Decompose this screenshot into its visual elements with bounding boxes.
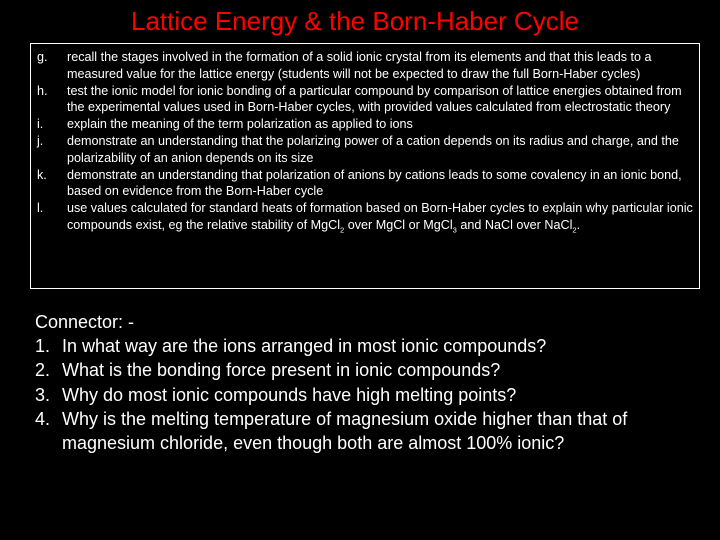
- objective-text-part: use values calculated for standard heats of formation based on Born-Haber cycles to explain why particular ionic compounds exist, eg the relative stability of MgCl: [67, 201, 693, 232]
- objective-text: demonstrate an understanding that the polarizing power of a cation depends on its radius and charge, and the polarizability of an anion depends on its size: [67, 133, 679, 165]
- objectives-list: [35, 49, 695, 234]
- question-number: 1.: [35, 336, 51, 357]
- subscript-3: 3: [452, 225, 457, 235]
- objective-text: recall the stages involved in the formation of a solid ionic crystal from its elements and that this leads to a measured value for the lattice energy (students will not be expected to draw the full Born-Haber cycles): [67, 50, 652, 81]
- objective-item: [35, 133, 695, 167]
- connector-heading: Connector: -: [35, 312, 135, 332]
- connector-questions-list: [35, 334, 705, 455]
- objective-text: explain the meaning of the term polarization as applied to ions: [67, 117, 413, 132]
- objective-text: test the ionic model for ionic bonding of a particular compound by comparison of lattice energies obtained from the experimental values used in Born-Haber cycles, with provided values calculated from electrostatic theory: [67, 83, 682, 115]
- objective-letter: h.: [37, 83, 48, 98]
- connector-question: [35, 407, 705, 455]
- connector-question: [35, 358, 705, 382]
- objective-letter: i.: [37, 117, 44, 132]
- objective-item: [35, 83, 695, 117]
- objective-text-part: over MgCl or MgCl: [344, 217, 453, 232]
- connector-question: [35, 334, 705, 358]
- subscript-2: 2: [572, 225, 577, 235]
- subscript-2: 2: [340, 225, 345, 235]
- question-number: 4.: [35, 408, 51, 429]
- slide-title: Lattice Energy & the Born-Haber Cycle: [131, 6, 579, 36]
- objective-text: demonstrate an understanding that polarization of anions by cations leads to some covalency in an ionic bond, based on evidence from the Born-Haber cycle: [67, 167, 682, 199]
- objective-text-part: and NaCl over NaCl: [456, 217, 573, 232]
- objective-item: [35, 200, 695, 234]
- objective-letter: j.: [37, 133, 44, 148]
- objective-text-part: .: [576, 217, 581, 232]
- question-text: In what way are the ions arranged in most ionic compounds?: [62, 336, 547, 357]
- question-number: 2.: [35, 360, 51, 381]
- objective-text: [67, 200, 695, 234]
- question-text: Why do most ionic compounds have high melting points?: [62, 384, 517, 405]
- learning-objectives-box: [30, 43, 700, 289]
- connector-question: [35, 383, 705, 407]
- question-number: 3.: [35, 384, 51, 405]
- objective-item: [35, 167, 695, 201]
- objective-letter: l.: [37, 201, 44, 216]
- objective-item: [35, 116, 695, 133]
- objective-letter: g.: [37, 50, 48, 64]
- question-text: Why is the melting temperature of magnesium oxide higher than that of magnesium chloride, even though both are almost 100% ionic?: [62, 408, 628, 454]
- connector-section: [35, 310, 705, 455]
- objective-item: [35, 49, 695, 83]
- question-text: What is the bonding force present in ionic compounds?: [62, 360, 501, 381]
- objective-letter: k.: [37, 167, 47, 182]
